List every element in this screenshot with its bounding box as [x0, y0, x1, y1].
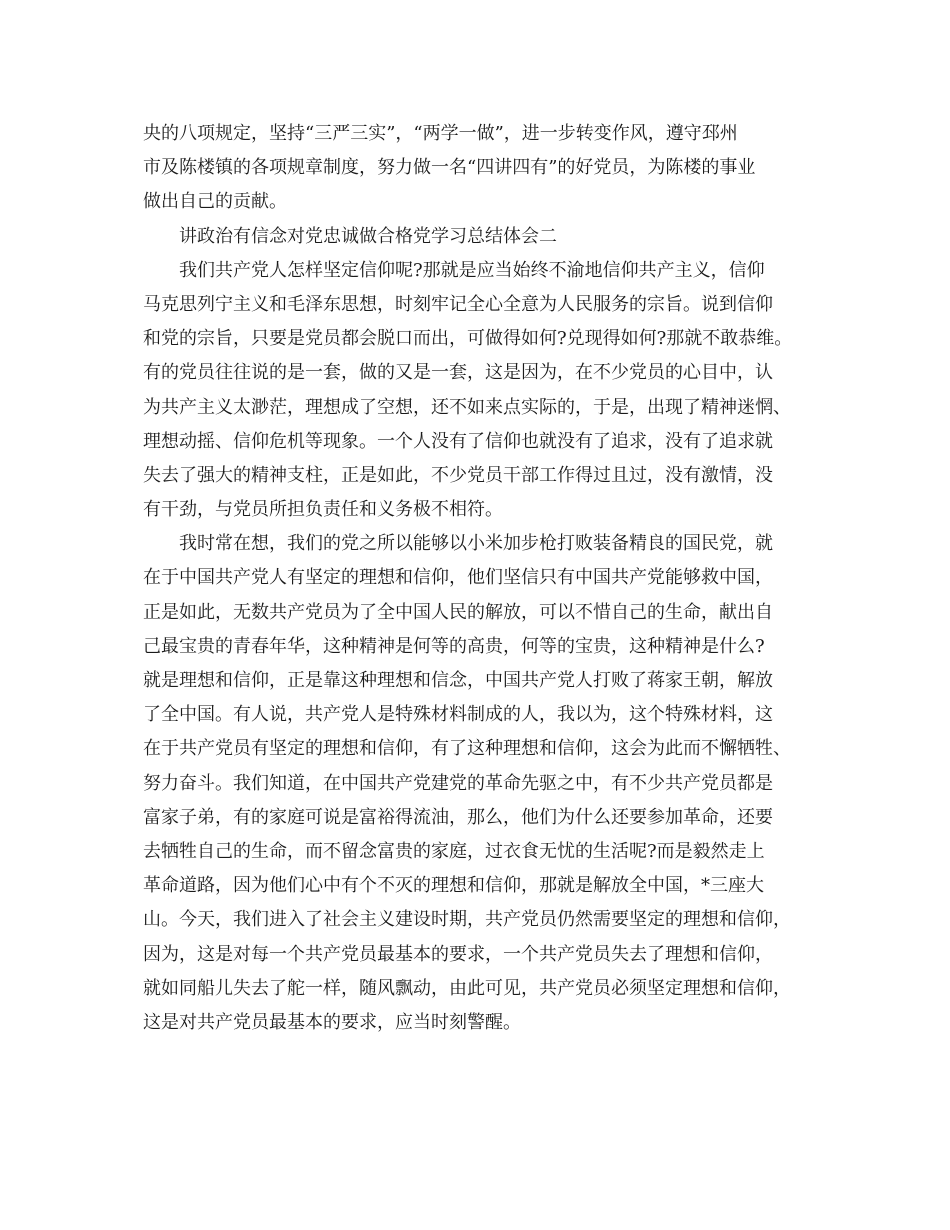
text-line: 就如同船儿失去了舵一样，随风飘动，由此可见，共产党员必须坚定理想和信仰，	[143, 977, 791, 999]
text-line: 马克思列宁主义和毛泽东思想，时刻牢记全心全意为人民服务的宗旨。说到信仰	[143, 293, 773, 315]
text-line: 有的党员往往说的是一套，做的又是一套，这是因为，在不少党员的心目中，认	[143, 362, 773, 384]
text-line: 因为，这是对每一个共产党员最基本的要求，一个共产党员失去了理想和信仰，	[143, 943, 773, 965]
text-line: 失去了强大的精神支柱，正是如此，不少党员干部工作得过且过，没有激情，没	[143, 464, 773, 486]
text-line: 这是对共产党员最基本的要求，应当时刻警醒。	[143, 1011, 521, 1033]
text-line: 为共产主义太渺茫，理想成了空想，还不如来点实际的，于是，出现了精神迷惘、	[143, 396, 791, 418]
text-line: 在于中国共产党人有坚定的理想和信仰，他们坚信只有中国共产党能够救中国，	[143, 567, 773, 589]
text-line: 富家子弟，有的家庭可说是富裕得流油，那么，他们为什么还要参加革命，还要	[143, 806, 773, 828]
text-line: 正是如此，无数共产党员为了全中国人民的解放，可以不惜自己的生命，献出自	[143, 601, 773, 623]
section-heading: 讲政治有信念对党忠诚做合格党学习总结体会二	[179, 225, 557, 247]
text-line: 理想动摇、信仰危机等现象。一个人没有了信仰也就没有了追求，没有了追求就	[143, 430, 773, 452]
paragraph-start-line: 我时常在想，我们的党之所以能够以小米加步枪打败装备精良的国民党，就	[179, 533, 773, 555]
text-line: 市及陈楼镇的各项规章制度，努力做一名“四讲四有”的好党员，为陈楼的事业	[143, 157, 756, 179]
text-line: 革命道路，因为他们心中有个不灭的理想和信仰，那就是解放全中国，*三座大	[143, 875, 764, 897]
text-line: 央的八项规定，坚持“三严三实”，“两学一做”，进一步转变作风，遵守邳州	[143, 123, 738, 144]
text-line: 去牺牲自己的生命，而不留念富贵的家庭，过衣食无忧的生活呢?而是毅然走上	[143, 840, 765, 862]
text-line: 就是理想和信仰，正是靠这种理想和信念，中国共产党人打败了蒋家王朝，解放	[143, 670, 773, 691]
paragraph-start-line: 我们共产党人怎样坚定信仰呢?那就是应当始终不渝地信仰共产主义，信仰	[179, 259, 765, 281]
text-line: 了全中国。有人说，共产党人是特殊材料制成的人，我以为，这个特殊材料，这	[143, 704, 773, 726]
text-line: 山。今天，我们进入了社会主义建设时期，共产党员仍然需要坚定的理想和信仰，	[143, 909, 791, 931]
text-line: 做出自己的贡献。	[143, 191, 287, 213]
text-line: 努力奋斗。我们知道，在中国共产党建党的革命先驱之中，有不少共产党员都是	[143, 772, 773, 794]
text-line: 己最宝贵的青春年华，这种精神是何等的高贵，何等的宝贵，这种精神是什么?	[143, 635, 765, 657]
document-body	[143, 117, 823, 1040]
text-line: 在于共产党员有坚定的理想和信仰，有了这种理想和信仰，这会为此而不懈牺牲、	[143, 738, 791, 760]
text-line: 和党的宗旨，只要是党员都会脱口而出，可做得如何?兑现得如何?那就不敢恭维。	[143, 328, 793, 350]
text-line: 有干劲，与党员所担负责任和义务极不相符。	[143, 499, 503, 521]
